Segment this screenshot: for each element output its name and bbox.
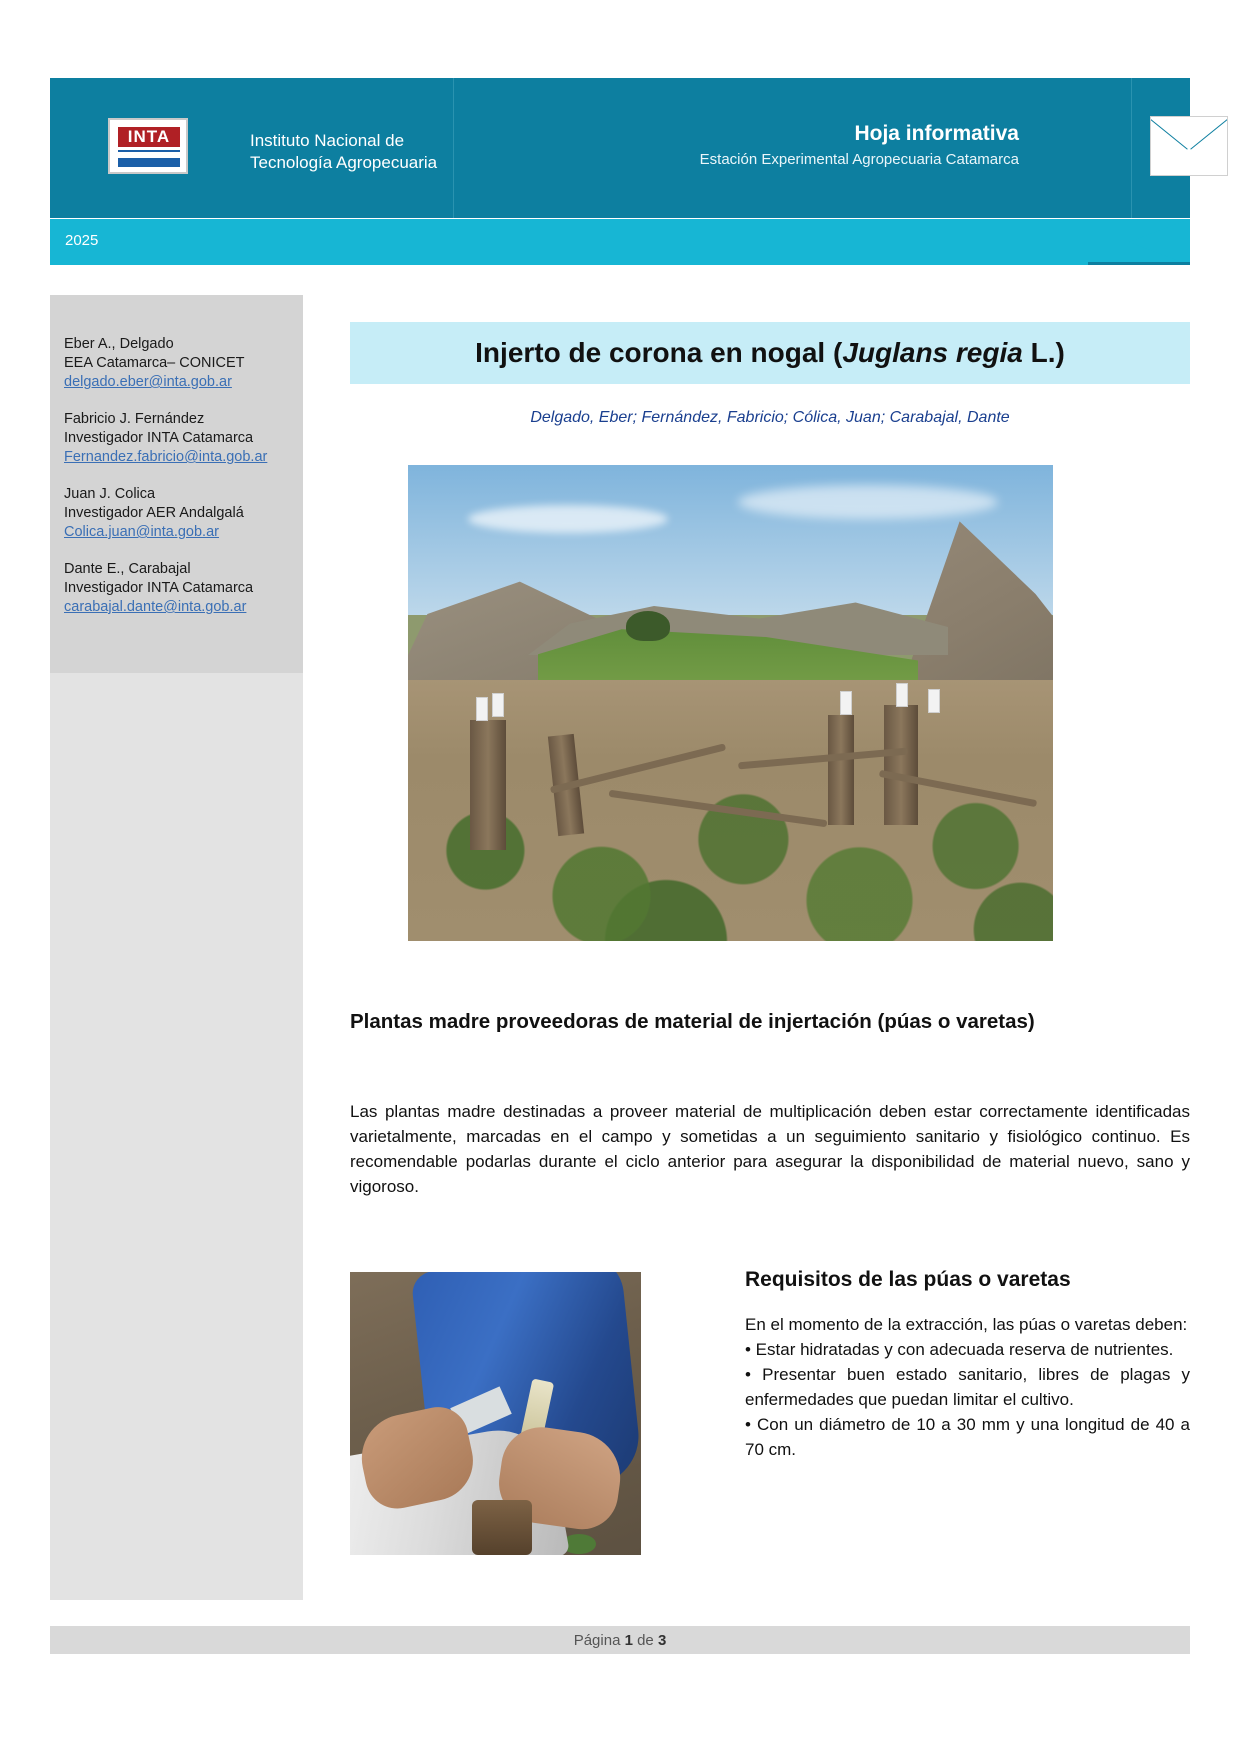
author-email[interactable]: Colica.juan@inta.gob.ar bbox=[64, 524, 219, 540]
author-affiliation: Investigador INTA Catamarca bbox=[64, 430, 254, 446]
inta-logo-base bbox=[118, 160, 180, 167]
header-logo-area bbox=[50, 78, 454, 218]
photo-rootstock-stub bbox=[472, 1500, 532, 1555]
author-entry bbox=[64, 410, 296, 467]
author-name: Juan J. Colica bbox=[64, 486, 156, 502]
inta-logo-icon bbox=[108, 118, 188, 174]
title-part1: Injerto de corona en nogal ( bbox=[475, 337, 843, 368]
publication-title: Hoja informativa bbox=[854, 122, 1019, 145]
photo-graft-tag bbox=[896, 683, 908, 707]
photo-tree-trunk bbox=[828, 715, 854, 825]
section-text-plantas-madre: Las plantas madre destinadas a proveer material de multiplicación deben estar correctamente identificadas varietalmente, marcadas en el campo y sometidas a un seguimiento sanitario y fisiológico continuo. Es recomendable podarlas durante el ciclo anterior para asegurar la disponibilidad de material nuevo, sano y vigoroso. bbox=[350, 1102, 1190, 1196]
author-affiliation: Investigador AER Andalgalá bbox=[64, 505, 244, 521]
year-band-rule bbox=[1088, 262, 1190, 265]
author-email[interactable]: Fernandez.fabricio@inta.gob.ar bbox=[64, 449, 268, 465]
section-heading-plantas-madre: Plantas madre proveedoras de material de injertación (púas o varetas) bbox=[350, 1010, 1035, 1033]
envelope-icon bbox=[1150, 116, 1228, 176]
footer-prefix: Página bbox=[573, 1632, 625, 1649]
photo-cloud bbox=[468, 505, 668, 533]
header-title-area bbox=[454, 78, 1132, 218]
author-entry bbox=[64, 485, 296, 542]
figure-walnut-orchard bbox=[408, 465, 1053, 941]
requisitos-bullet: • Presentar buen estado sanitario, libres de plagas y enfermedades que puedan limitar el cultivo. bbox=[745, 1365, 1190, 1409]
footer-middle: de bbox=[632, 1632, 658, 1649]
title-part2: L.) bbox=[1022, 337, 1065, 368]
author-affiliation: EEA Catamarca– CONICET bbox=[64, 355, 245, 371]
institute-name bbox=[250, 130, 437, 174]
footer-total-pages: 3 bbox=[657, 1632, 667, 1649]
author-entry bbox=[64, 560, 296, 617]
author-name: Eber A., Delgado bbox=[64, 336, 174, 352]
article-title-banner bbox=[350, 322, 1190, 384]
inta-logo-text: INTA bbox=[118, 127, 180, 147]
photo-tree-trunk bbox=[884, 705, 918, 825]
authors-box bbox=[50, 295, 303, 673]
requisitos-intro: En el momento de la extracción, las púas o varetas deben: bbox=[745, 1315, 1188, 1334]
year-label: 2025 bbox=[65, 232, 99, 249]
author-affiliation: Investigador INTA Catamarca bbox=[64, 580, 254, 596]
author-email[interactable]: delgado.eber@inta.gob.ar bbox=[64, 374, 232, 390]
requisitos-bullet: • Estar hidratadas y con adecuada reserva de nutrientes. bbox=[745, 1340, 1174, 1359]
author-name: Fabricio J. Fernández bbox=[64, 411, 205, 427]
photo-tree-trunk bbox=[470, 720, 506, 850]
author-entry bbox=[64, 335, 296, 392]
section-heading-requisitos: Requisitos de las púas o varetas bbox=[745, 1268, 1071, 1291]
inta-logo-stripe bbox=[118, 150, 180, 160]
year-band bbox=[50, 219, 1190, 265]
institute-name-line2: Tecnología Agropecuaria bbox=[250, 153, 438, 172]
photo-graft-tag bbox=[476, 697, 488, 721]
photo-distant-tree bbox=[626, 611, 670, 641]
page-header bbox=[50, 78, 1190, 218]
author-name: Dante E., Carabajal bbox=[64, 561, 191, 577]
figure-graftwood-extraction bbox=[350, 1272, 641, 1555]
publication-subtitle: Estación Experimental Agropecuaria Catamarca bbox=[699, 151, 1019, 168]
photo-cloud bbox=[738, 485, 998, 519]
page-footer bbox=[50, 1632, 1190, 1649]
photo-graft-tag bbox=[492, 693, 504, 717]
requisitos-bullet: • Con un diámetro de 10 a 30 mm y una longitud de 40 a 70 cm. bbox=[745, 1415, 1190, 1459]
title-species: Juglans regia bbox=[842, 337, 1023, 368]
section-text-requisitos bbox=[745, 1312, 1190, 1462]
footer-current-page: 1 bbox=[624, 1632, 633, 1649]
byline: Delgado, Eber; Fernández, Fabricio; Cólica, Juan; Carabajal, Dante bbox=[530, 409, 1010, 426]
envelope-flap bbox=[1151, 117, 1227, 151]
author-email[interactable]: carabajal.dante@inta.gob.ar bbox=[64, 599, 247, 615]
photo-graft-tag bbox=[928, 689, 940, 713]
photo-graft-tag bbox=[840, 691, 852, 715]
institute-name-line1: Instituto Nacional de bbox=[250, 131, 405, 150]
page-title bbox=[475, 337, 1065, 369]
